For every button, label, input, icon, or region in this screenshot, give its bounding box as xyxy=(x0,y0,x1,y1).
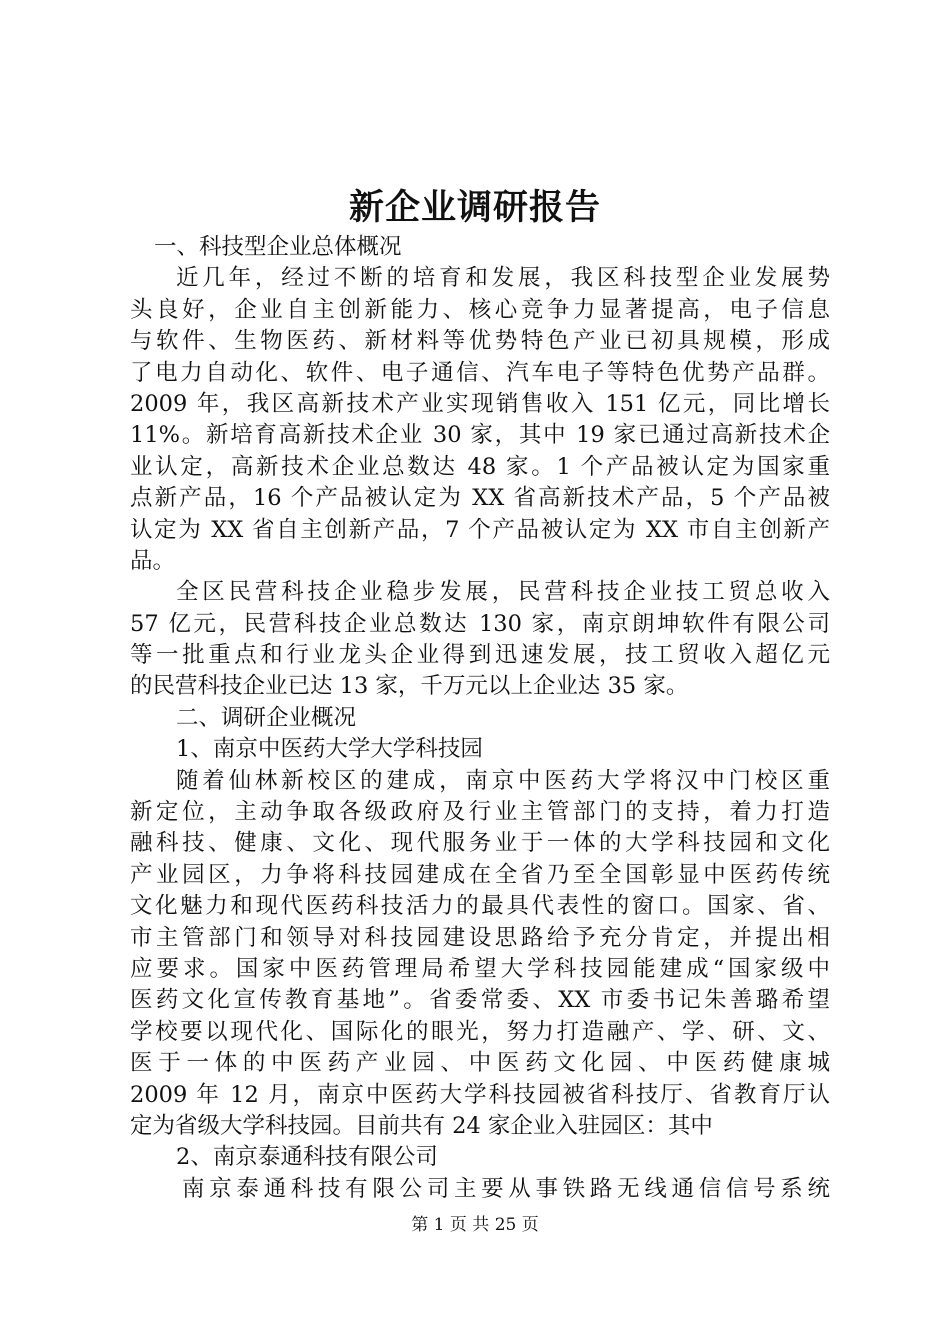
paragraph-line: 品。 xyxy=(130,547,176,574)
paragraph-line: 2009 年，我区高新技术产业实现销售收入 151 亿元，同比增长 xyxy=(130,390,830,417)
paragraph-line: 随着仙林新校区的建成，南京中医药大学将汉中门校区重 xyxy=(176,767,830,794)
section-heading-2: 二、调研企业概况 xyxy=(176,704,357,731)
paragraph-line: 文化魅力和现代医药科技活力的最具代表性的窗口。国家、省、 xyxy=(130,893,830,920)
paragraph-line: 头良好，企业自主创新能力、核心竞争力显著提高，电子信息 xyxy=(130,296,830,323)
paragraph-line: 应要求。国家中医药管理局希望大学科技园能建成“国家级中 xyxy=(130,955,830,982)
paragraph-line: 与软件、生物医药、新材料等优势特色产业已初具规模，形成 xyxy=(130,328,830,355)
paragraph-line: 11%。新培育高新技术企业 30 家，其中 19 家已通过高新技术企 xyxy=(130,422,830,449)
paragraph-line: 2009 年 12 月，南京中医药大学科技园被省科技厅、省教育厅认 xyxy=(130,1081,830,1108)
paragraph-line: 等一批重点和行业龙头企业得到迅速发展，技工贸收入超亿元 xyxy=(130,642,830,669)
paragraph-line: 的民营科技企业已达 13 家，千万元以上企业达 35 家。 xyxy=(130,673,689,700)
paragraph-line: 认定为 XX 省自主创新产品，7 个产品被认定为 XX 市自主创新产 xyxy=(130,516,830,543)
subsection-heading-1: 1、南京中医药大学大学科技园 xyxy=(176,736,483,763)
paragraph-line: 医于一体的中医药产业园、中医药文化园、中医药健康城 xyxy=(130,1050,830,1077)
paragraph-line: 57 亿元，民营科技企业总数达 130 家，南京朗坤软件有限公司 xyxy=(130,610,830,637)
paragraph-line: 融科技、健康、文化、现代服务业于一体的大学科技园和文化 xyxy=(130,830,830,857)
page-footer: 第 1 页 共 25 页 xyxy=(411,1215,539,1235)
paragraph-line: 南京泰通科技有限公司主要从事铁路无线通信信号系统 xyxy=(182,1175,830,1202)
paragraph-line: 产业园区，力争将科技园建成在全省乃至全国彰显中医药传统 xyxy=(130,861,830,888)
paragraph-line: 定为省级大学科技园。目前共有 24 家企业入驻园区：其中 xyxy=(130,1112,713,1139)
paragraph-line: 医药文化宣传教育基地”。省委常委、XX 市委书记朱善璐希望 xyxy=(130,987,830,1014)
paragraph-line: 点新产品，16 个产品被认定为 XX 省高新技术产品，5 个产品被 xyxy=(130,485,830,512)
subsection-heading-2: 2、南京泰通科技有限公司 xyxy=(176,1144,438,1171)
document-body xyxy=(130,232,830,1205)
paragraph-line: 业认定，高新技术企业总数达 48 家。1 个产品被认定为国家重 xyxy=(130,453,830,480)
paragraph-line: 了电力自动化、软件、电子通信、汽车电子等特色优势产品群。 xyxy=(130,359,830,386)
paragraph-line: 新定位，主动争取各级政府及行业主管部门的支持，着力打造 xyxy=(130,799,830,826)
paragraph-line: 全区民营科技企业稳步发展，民营科技企业技工贸总收入 xyxy=(176,579,830,606)
section-heading-1: 一、科技型企业总体概况 xyxy=(154,234,402,260)
document-title: 新企业调研报告 xyxy=(348,187,601,228)
paragraph-line: 学校要以现代化、国际化的眼光，努力打造融产、学、研、文、 xyxy=(130,1018,830,1045)
paragraph-line: 市主管部门和领导对科技园建设思路给予充分肯定，并提出相 xyxy=(130,924,830,951)
paragraph-line: 近几年，经过不断的培育和发展，我区科技型企业发展势 xyxy=(176,265,830,292)
